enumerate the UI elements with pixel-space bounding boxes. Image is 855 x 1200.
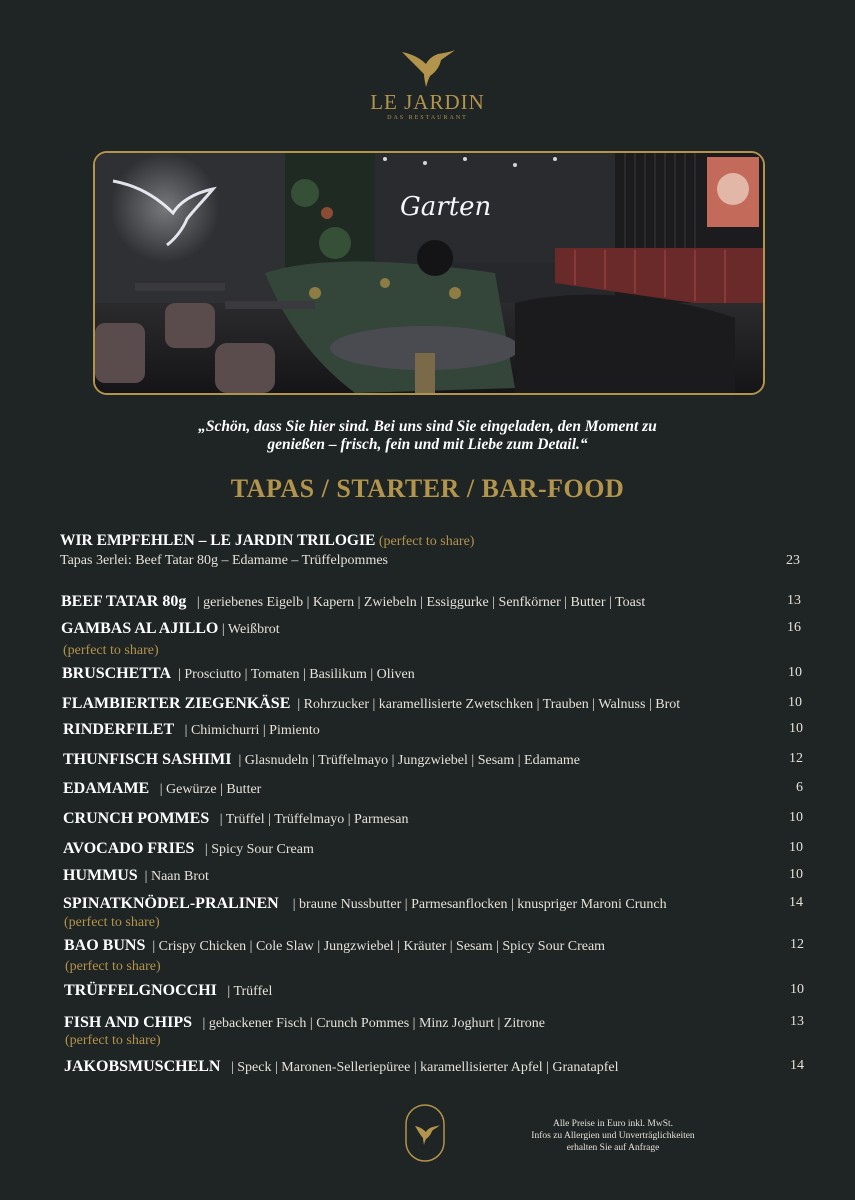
quote-line-1: „Schön, dass Sie hier sind. Bei uns sind Sie eingeladen, den Moment zu — [198, 418, 657, 435]
menu-item — [62, 695, 802, 713]
price-note-line-1: Alle Preise in Euro inkl. MwSt. — [552, 1119, 674, 1129]
menu-item-name: HUMMUS — [63, 867, 138, 884]
menu-item-description: | Spicy Sour Cream — [204, 842, 314, 857]
menu-item — [61, 593, 801, 611]
menu-item-description: | Weißbrot — [221, 622, 280, 637]
section-title: TAPAS / STARTER / BAR-FOOD — [230, 474, 625, 503]
menu-item-description: | Trüffel — [227, 984, 273, 999]
menu-item — [63, 780, 803, 798]
menu-item-description: | gebackener Fisch | Crunch Pommes | Minz Joghurt | Zitrone — [202, 1016, 546, 1031]
menu-item-price: 12 — [790, 937, 804, 952]
menu-item-name: JAKOBSMUSCHELN — [64, 1058, 221, 1075]
menu-item-description: | Prosciutto | Tomaten | Basilikum | Oliven — [178, 667, 415, 682]
menu-item-description: | Chimichurri | Pimiento — [184, 723, 320, 738]
menu-item — [64, 937, 804, 955]
menu-item-price: 13 — [790, 1014, 804, 1029]
menu-item — [64, 982, 804, 1000]
menu-item-name: EDAMAME — [63, 780, 150, 797]
menu-item-name: CRUNCH POMMES — [63, 810, 210, 827]
recommendation-price: 23 — [786, 553, 800, 568]
menu-item — [63, 751, 803, 769]
menu-item-price: 14 — [789, 895, 803, 910]
menu-item-description: | geriebenes Eigelb | Kapern | Zwiebeln | Essiggurke | Senfkörner | Butter | Toast — [196, 595, 646, 610]
menu-item-description: | braune Nussbutter | Parmesanflocken | knuspriger Maroni Crunch — [292, 897, 667, 912]
hummingbird-icon — [398, 44, 458, 88]
menu-item — [63, 895, 803, 913]
menu-item-name: FISH AND CHIPS — [64, 1014, 193, 1031]
menu-item-description: | Crispy Chicken | Cole Slaw | Jungzwiebel | Kräuter | Sesam | Spicy Sour Cream — [152, 939, 606, 954]
menu-item-price: 6 — [796, 780, 803, 795]
menu-item-name: GAMBAS AL AJILLO — [61, 620, 219, 637]
menu-item — [62, 665, 802, 683]
menu-item-price: 16 — [787, 620, 801, 635]
menu-item-share-note: (perfect to share) — [63, 643, 159, 658]
menu-item-price: 10 — [789, 721, 803, 736]
restaurant-interior-photo — [93, 151, 765, 395]
menu-item-description: | Speck | Maronen-Selleriepüree | karamellisierter Apfel | Granatapfel — [230, 1060, 619, 1075]
menu-item — [63, 867, 803, 885]
menu-item-price: 10 — [788, 695, 802, 710]
menu-item-description: | Gewürze | Butter — [159, 782, 262, 797]
menu-item — [63, 840, 803, 858]
menu-item — [63, 810, 803, 828]
price-note-line-3: erhalten Sie auf Anfrage — [566, 1143, 660, 1153]
quote-line-2: genießen – frisch, fein und mit Liebe zum Detail.“ — [267, 436, 588, 453]
menu-item-name: AVOCADO FRIES — [63, 840, 195, 857]
neon-sign-text: Garten — [400, 192, 492, 222]
menu-item-price: 10 — [789, 867, 803, 882]
menu-item-price: 13 — [787, 593, 801, 608]
menu-item-price: 10 — [789, 810, 803, 825]
menu-item-name: FLAMBIERTER ZIEGENKÄSE — [62, 695, 291, 712]
brand-subtitle: DAS RESTAURANT — [387, 115, 468, 121]
menu-item-description: | Trüffel | Trüffelmayo | Parmesan — [219, 812, 409, 827]
menu-item-price: 10 — [789, 840, 803, 855]
menu-item-name: BEEF TATAR 80g — [61, 593, 187, 610]
recommendation-share-note: (perfect to share) — [378, 534, 475, 549]
menu-item-description: | Glasnudeln | Trüffelmayo | Jungzwiebel | Sesam | Edamame — [238, 753, 581, 768]
menu-item-share-note: (perfect to share) — [65, 959, 161, 974]
menu-item-name: BRUSCHETTA — [62, 665, 172, 682]
recommendation-description: Tapas 3erlei: Beef Tatar 80g – Edamame – Trüffelpommes — [60, 553, 388, 568]
recommendation-title: WIR EMPFEHLEN – LE JARDIN TRILOGIE — [60, 532, 376, 549]
menu-item-description: | Rohrzucker | karamellisierte Zwetschken | Trauben | Walnuss | Brot — [297, 697, 681, 712]
menu-item-name: RINDERFILET — [63, 721, 175, 738]
menu-item-share-note: (perfect to share) — [64, 915, 160, 930]
menu-item-name: THUNFISCH SASHIMI — [63, 751, 232, 768]
menu-item-price: 14 — [790, 1058, 804, 1073]
welcome-quote — [100, 418, 755, 454]
price-allergen-note — [493, 1118, 733, 1154]
restaurant-logo — [0, 44, 855, 121]
recommendation — [60, 532, 800, 550]
recommendation-detail — [60, 553, 800, 569]
menu-item-name: BAO BUNS — [64, 937, 146, 954]
menu-item — [64, 1014, 804, 1032]
price-note-line-2: Infos zu Allergien und Unverträglichkeiten — [531, 1131, 695, 1141]
menu-item-name: TRÜFFELGNOCCHI — [64, 982, 217, 999]
hummingbird-badge-icon — [405, 1104, 445, 1162]
menu-item — [63, 721, 803, 739]
menu-item-share-note: (perfect to share) — [65, 1033, 161, 1048]
menu-item-price: 12 — [789, 751, 803, 766]
menu-item-price: 10 — [790, 982, 804, 997]
menu-item — [61, 620, 801, 638]
menu-item-name: SPINATKNÖDEL-PRALINEN — [63, 895, 279, 912]
menu-item-price: 10 — [788, 665, 802, 680]
menu-item — [64, 1058, 804, 1076]
brand-name: LE JARDIN — [370, 90, 485, 114]
menu-item-description: | Naan Brot — [144, 869, 209, 884]
